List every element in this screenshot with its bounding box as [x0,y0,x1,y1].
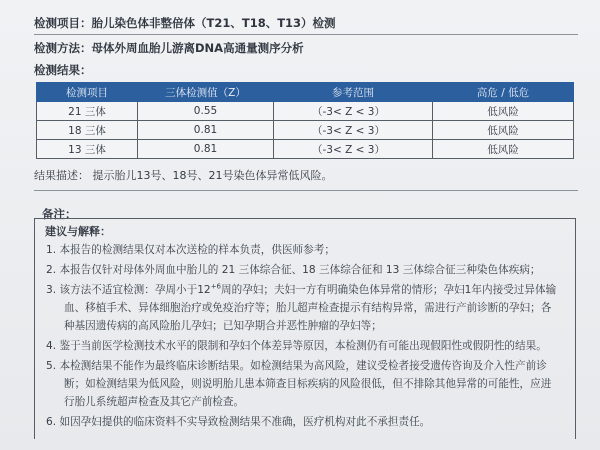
cell-risk: 低风险 [433,140,574,159]
explain-item: 5. 本检测结果不能作为最终临床诊断结果。如检测结果为高风险，建议受检者接受遗传咨询及介入性产前诊 [46,360,547,372]
explain-text: 周的孕妇；夫妇一方有明确染色体异常的情形；孕妇1年内接受过异体输 [221,284,557,296]
test-method-label: 检测方法： [34,41,92,55]
explain-continued: 种基因遗传病的高风险胎儿孕妇；已知孕期合并恶性肿瘤的孕妇等； [64,320,382,332]
explain-item: 4. 鉴于当前医学检测技术水平的限制和孕妇个体差异等原因，本检测仍有可能出现假阳性或假阴性的结果。 [46,340,547,352]
explain-continued: 行胎儿系统超声检查及其它产前检查。 [64,396,245,408]
col-header-z: 三体检测值（Z） [138,83,274,102]
explain-continued: 断；如检测结果为低风险，则说明胎儿患本筛查目标疾病的风险很低，但不排除其他异常的可能性，应进 [64,378,552,390]
table-header-row [37,83,574,102]
table-row [37,121,574,140]
table-row [37,102,574,121]
col-header-ref: 参考范围 [274,83,433,102]
explain-text: 3. 该方法不适宜检测：孕周小于12 [46,284,211,296]
remarks-label: 备注： [42,207,77,221]
col-header-risk: 高危 / 低危 [433,83,574,102]
explain-item: 2. 本报告仅针对母体外周血中胎儿的 21 三体综合征、18 三体综合征和 13 三体综合征三种染色体疾病； [46,264,541,276]
divider [34,34,578,35]
results-label: 检测结果： [34,63,92,77]
cell-ref: （-3< Z < 3） [274,140,433,159]
superscript: +6 [210,282,222,291]
explain-continued: 血、移植手术、异体细胞治疗或免疫治疗等；胎儿超声检查提示有结构异常，需进行产前诊断的孕妇；各 [64,302,552,314]
cell-ref: （-3< Z < 3） [274,102,433,121]
cell-item: 21 三体 [37,102,138,121]
cell-item: 13 三体 [37,140,138,159]
explain-item: 6. 如因孕妇提供的临床资料不实导致检测结果不准确，医疗机构对此不承担责任。 [46,416,431,428]
table-row [37,140,574,159]
result-description: 结果描述： 提示胎儿13号、18号、21号染色体异常低风险。 [34,169,333,182]
cell-risk: 低风险 [433,102,574,121]
test-method-value: 母体外周血胎儿游离DNA高通量测序分析 [91,41,304,55]
cell-z: 0.55 [138,102,274,121]
col-header-item: 检测项目 [37,83,138,102]
results-table [36,82,574,159]
cell-risk: 低风险 [433,121,574,140]
cell-z: 0.81 [138,121,274,140]
test-method-line [34,40,304,56]
test-item-value: 胎儿染色体非整倍体（T21、T18、T13）检测 [91,16,336,30]
explanation-title: 建议与解释： [45,225,111,238]
divider [34,190,578,191]
test-item-label: 检测项目： [34,16,92,30]
cell-item: 18 三体 [37,121,138,140]
explain-item [46,282,556,297]
cell-z: 0.81 [138,140,274,159]
test-item-line [34,15,336,31]
cell-ref: （-3< Z < 3） [274,121,433,140]
explain-item: 1. 本报告的检测结果仅对本次送检的样本负责，供医师参考； [46,244,335,256]
